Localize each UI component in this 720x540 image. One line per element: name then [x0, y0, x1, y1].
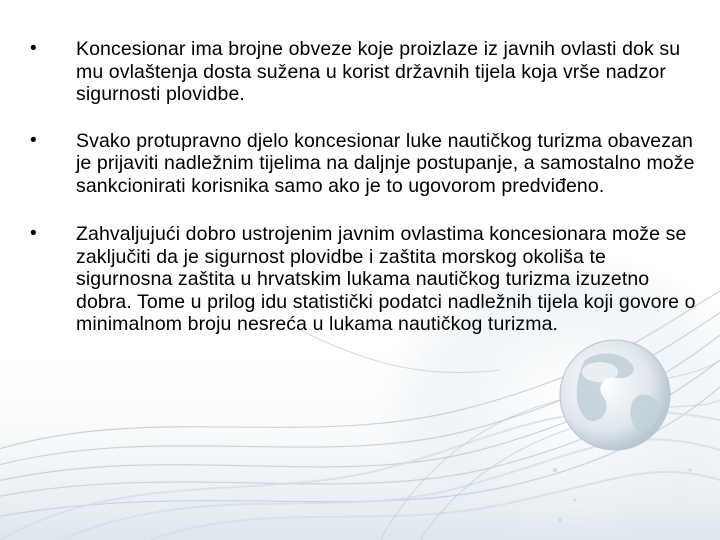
- bullet-text: Zahvaljujući dobro ustrojenim javnim ovlastima koncesionara može se zaključiti da je sigurnost plovidbe i zaštita morskog okoliša te sigurnosna zaštita u hrvatskim lukama nautičkog turizma izuzetno dobra. Tome u prilog idu statistički podatci nadležnih tijela koji govore o minimalnom broju nesreća u lukama nautičkog turizma.: [76, 223, 696, 335]
- list-item: [28, 38, 698, 106]
- bullet-text: Svako protupravno djelo koncesionar luke nautičkog turizma obavezan je prijaviti nadležnim tijelima na daljnje postupanje, a samostalno može sankcionirati korisnika samo ako je to ugovorom predviđeno.: [76, 129, 695, 197]
- list-item: [28, 130, 698, 198]
- list-item: [28, 223, 698, 336]
- bullet-list: [28, 38, 698, 360]
- bullet-text: Koncesionar ima brojne obveze koje proizlaze iz javnih ovlasti dok su mu ovlaštenja dosta sužena u korist državnih tijela koja vrše nadzor sigurnosti plovidbe.: [76, 38, 681, 105]
- bullet-marker: •: [30, 223, 37, 244]
- bullet-marker: •: [30, 38, 37, 59]
- bullet-marker: •: [30, 129, 37, 151]
